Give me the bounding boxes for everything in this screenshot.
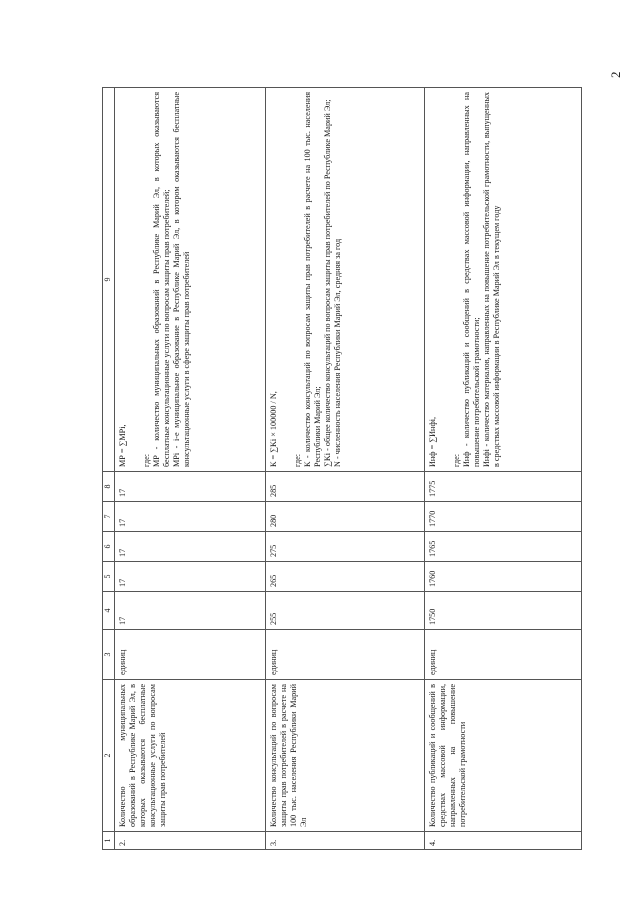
- row-number: 3.: [266, 832, 425, 850]
- value-col-6: 275: [266, 532, 425, 562]
- formula: К = ∑Ki × 100000 / N,: [269, 391, 278, 467]
- col-header-9: 9: [103, 88, 115, 472]
- value-col-4: 17: [115, 592, 266, 630]
- indicator-name: Количество муниципальных образований в Республике Марий Эл, в которых оказываются бесплатные консультационные услуги по вопросам защиты прав потребителей: [115, 680, 266, 832]
- explanation: Инф - количество публикаций и сообщений в средствах массовой информации, направленных на повышение потребительской грамотности;: [462, 92, 481, 467]
- indicators-table-rotated: [102, 88, 571, 850]
- value-col-4: 1750: [425, 592, 582, 630]
- where-label: где:: [142, 453, 151, 467]
- col-header-3: 3: [103, 630, 115, 680]
- value-col-6: 17: [115, 532, 266, 562]
- indicators-table: [102, 87, 582, 850]
- value-col-7: 280: [266, 502, 425, 532]
- explanation: N - численность населения Республики Марий Эл, средняя за год: [333, 238, 342, 467]
- value-col-4: 255: [266, 592, 425, 630]
- col-header-8: 8: [103, 472, 115, 502]
- col-header-1: 1: [103, 832, 115, 850]
- value-col-8: 285: [266, 472, 425, 502]
- value-col-7: 17: [115, 502, 266, 532]
- value-col-7: 1770: [425, 502, 582, 532]
- col-header-4: 4: [103, 592, 115, 630]
- indicator-name: Количество консультаций по вопросам защиты прав потребителей в расчете на 100 тыс. населения Республики Марий Эл: [266, 680, 425, 832]
- row-number: 4.: [425, 832, 582, 850]
- col-header-7: 7: [103, 502, 115, 532]
- table-row: [425, 88, 582, 850]
- value-col-5: 1760: [425, 562, 582, 592]
- page-number: 2: [608, 71, 623, 78]
- table-row: [115, 88, 266, 850]
- table-row: [266, 88, 425, 850]
- unit: единиц: [425, 630, 582, 680]
- col-header-2: 2: [103, 680, 115, 832]
- explanation: МРi - i-е муниципальное образование в Республике Марий Эл, в котором оказываются бесплатные консультационные услуги в сфере защиты прав потребителей: [172, 92, 191, 467]
- explanation: ∑Ki - общее количество консультаций по вопросам защиты прав потребителей по Республике Марий Эл;: [323, 99, 332, 467]
- value-col-6: 1765: [425, 532, 582, 562]
- col-header-6: 6: [103, 532, 115, 562]
- calculation-method: [425, 88, 582, 472]
- value-col-8: 17: [115, 472, 266, 502]
- explanation: К - количество консультаций по вопросам защиты прав потребителей в расчете на 100 тыс. населения Республики Марий Эл;: [303, 92, 322, 467]
- value-col-5: 17: [115, 562, 266, 592]
- value-col-8: 1775: [425, 472, 582, 502]
- formula: Инф = ∑Инфi,: [428, 416, 437, 467]
- explanation: МР - количество муниципальных образований в Республике Марий Эл, в которых оказываются бесплатные консультационные услуги по вопросам защиты прав потребителей;: [152, 92, 171, 467]
- where-label: где:: [293, 453, 302, 467]
- col-header-5: 5: [103, 562, 115, 592]
- calculation-method: [115, 88, 266, 472]
- unit: единиц: [266, 630, 425, 680]
- header-row: [103, 88, 115, 850]
- indicator-name: Количество публикаций и сообщений в средствах массовой информации, направленных на повышение потребительской грамотности: [425, 680, 582, 832]
- calculation-method: [266, 88, 425, 472]
- unit: единиц: [115, 630, 266, 680]
- where-label: где:: [452, 453, 461, 467]
- row-number: 2.: [115, 832, 266, 850]
- formula: МР = ∑МРi,: [118, 424, 127, 467]
- explanation: Инфi - количество материалов, направленных на повышение потребительской грамотности, выпущенных в средствах массовой информации в Республике Марий Эл в текущем году: [482, 92, 501, 467]
- value-col-5: 265: [266, 562, 425, 592]
